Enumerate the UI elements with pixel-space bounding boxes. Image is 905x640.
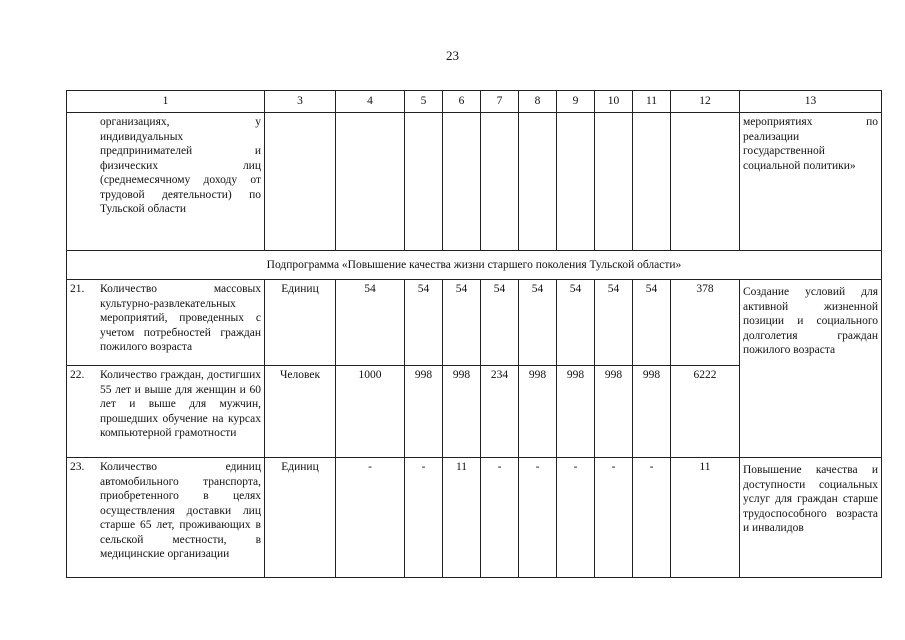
value-cell: - — [336, 458, 405, 578]
row-unit: Человек — [265, 366, 336, 458]
row-number: 21. — [70, 283, 85, 295]
row-description: Количество единиц автомобильного транспорта, приобретенного в целях осуществления доставки лиц старше 65 лет, проживающих в сельской местности, в медицинские организации — [100, 461, 261, 560]
row-unit: Единиц — [265, 458, 336, 578]
value-cell: 54 — [633, 280, 671, 366]
value-cell: - — [405, 458, 443, 578]
subprogram-row — [67, 251, 882, 280]
value-cell: 998 — [405, 366, 443, 458]
value-cell-total: 11 — [671, 458, 740, 578]
value-cell: - — [557, 458, 595, 578]
header-row — [67, 91, 882, 113]
row-description: Количество граждан, достигших 55 лет и выше для женщин и 60 лет и выше для мужчин, прошедших обучение на курсах компьютерной грамотности — [100, 369, 261, 439]
value-cell: 54 — [405, 280, 443, 366]
table-row — [67, 280, 882, 366]
page-number: 23 — [446, 48, 459, 63]
value-cell: - — [595, 458, 633, 578]
value-cell: 54 — [481, 280, 519, 366]
value-cell: 998 — [557, 366, 595, 458]
table-row — [67, 113, 882, 251]
header-cell: 6 — [443, 91, 481, 113]
header-cell: 12 — [671, 91, 740, 113]
indicators-table — [66, 90, 882, 578]
header-cell: 11 — [633, 91, 671, 113]
header-cell: 1 — [67, 91, 265, 113]
row-unit: Единиц — [265, 280, 336, 366]
value-cell: 998 — [519, 366, 557, 458]
row-result: Создание условий для активной жизненной позиции и социального долголетия граждан пожилого возраста — [740, 280, 882, 458]
value-cell-total: 378 — [671, 280, 740, 366]
row-description: Количество массовых культурно-развлекательных мероприятий, проведенных с учетом потребностей граждан пожилого возраста — [100, 283, 261, 353]
subprogram-title: Подпрограмма «Повышение качества жизни старшего поколения Тульской области» — [67, 251, 882, 280]
value-cell: - — [519, 458, 557, 578]
value-cell: 54 — [557, 280, 595, 366]
header-cell: 3 — [265, 91, 336, 113]
value-cell: 1000 — [336, 366, 405, 458]
row-description: организациях, у индивидуальных предпринимателей и физических лиц (среднемесячному доходу от трудовой деятельности) по Тульской области — [67, 113, 265, 251]
header-cell: 4 — [336, 91, 405, 113]
value-cell: 54 — [443, 280, 481, 366]
value-cell: 54 — [595, 280, 633, 366]
header-cell: 10 — [595, 91, 633, 113]
value-cell: 11 — [443, 458, 481, 578]
value-cell: 998 — [443, 366, 481, 458]
value-cell: - — [633, 458, 671, 578]
header-cell: 13 — [740, 91, 882, 113]
header-cell: 8 — [519, 91, 557, 113]
value-cell: 998 — [633, 366, 671, 458]
row-number: 23. — [70, 461, 85, 473]
row-number: 22. — [70, 369, 85, 381]
value-cell: 998 — [595, 366, 633, 458]
value-cell: 54 — [336, 280, 405, 366]
header-cell: 7 — [481, 91, 519, 113]
header-cell: 9 — [557, 91, 595, 113]
header-cell: 5 — [405, 91, 443, 113]
value-cell-total: 6222 — [671, 366, 740, 458]
table-row — [67, 458, 882, 578]
row-result: мероприятиях по реализации государственной социальной политики» — [740, 113, 882, 251]
value-cell: 234 — [481, 366, 519, 458]
value-cell: 54 — [519, 280, 557, 366]
row-result: Повышение качества и доступности социальных услуг для граждан старше трудоспособного возраста и инвалидов — [740, 458, 882, 578]
value-cell: - — [481, 458, 519, 578]
